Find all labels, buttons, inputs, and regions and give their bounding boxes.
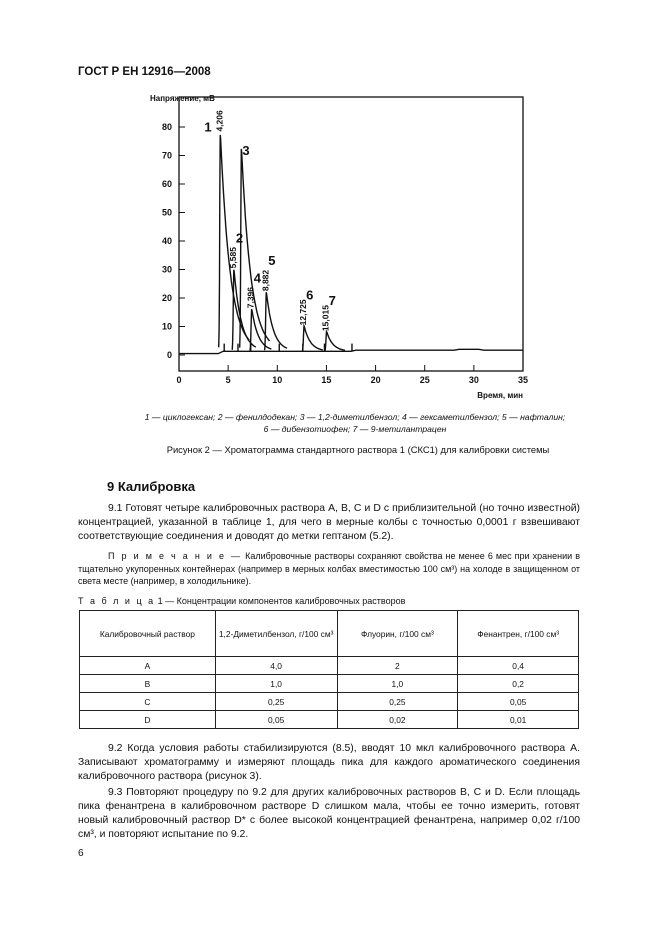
table-cell: 2 bbox=[337, 657, 458, 675]
y-tick-label: 20 bbox=[161, 293, 172, 303]
peak-1 bbox=[219, 135, 250, 347]
peak-4 bbox=[250, 309, 271, 350]
section-heading: 9 Калибровка bbox=[107, 479, 196, 494]
x-tick-label: 15 bbox=[321, 375, 332, 385]
x-tick-label: 5 bbox=[225, 375, 231, 385]
table-title-text: 1 — Концентрации компонентов калибровочных растворов bbox=[155, 596, 406, 606]
table-title-label: Т а б л и ц а bbox=[78, 596, 156, 606]
table-cell: 1,0 bbox=[337, 675, 458, 693]
table-header-cell: 1,2-Диметилбензол, г/100 см³ bbox=[215, 611, 337, 657]
figure-legend bbox=[120, 411, 590, 435]
table-cell: 0,05 bbox=[458, 693, 579, 711]
table-header-cell: Флуорин, г/100 см³ bbox=[337, 611, 458, 657]
table-row bbox=[80, 675, 579, 693]
table-cell: 0,25 bbox=[337, 693, 458, 711]
note bbox=[78, 550, 580, 588]
table-cell: 0,25 bbox=[215, 693, 337, 711]
concentration-table bbox=[79, 610, 579, 729]
table-cell: 1,0 bbox=[215, 675, 337, 693]
figure-legend-line: 6 — дибензотиофен; 7 — 9-метилантрацен bbox=[263, 424, 447, 434]
peak-5 bbox=[265, 292, 287, 350]
table-cell: B bbox=[80, 675, 216, 693]
paragraph-9-2: 9.2 Когда условия работы стабилизируются (8.5), вводят 10 мкл калибровочного раствора A. Записывают хроматограмму и измеряют площадь пика для каждого ароматического соединения калибровочного раствора (рисунок 3). bbox=[78, 743, 580, 782]
peak-7 bbox=[325, 332, 345, 351]
paragraph-9-1: 9.1 Готовят четыре калибровочных раствора A, B, C и D с приблизительной (но точно известной) концентрацией, указанной в таблице 1, для чего в мерные колбы с точностью 0,0001 г взвешивают соответствующие соединения и доводят до метки гептаном (5.2). bbox=[78, 503, 580, 542]
peak-number-label: 6 bbox=[306, 287, 314, 303]
plot-frame bbox=[179, 97, 523, 371]
peak-time-label: 5,585 bbox=[227, 247, 238, 269]
peak-number-label: 2 bbox=[235, 230, 244, 246]
x-tick-label: 30 bbox=[468, 375, 479, 385]
peak-time-label: 15,015 bbox=[320, 305, 331, 332]
x-axis-label: Время, мин bbox=[477, 391, 523, 400]
y-tick-label: 50 bbox=[161, 207, 172, 218]
table-cell: 0,02 bbox=[337, 711, 458, 729]
chromatogram-chart bbox=[0, 0, 661, 410]
paragraph-9-3: 9.3 Повторяют процедуру по 9.2 для других калибровочных растворов B, C и D. Если площадь пика фенантрена в калибровочном растворе D слишком мала, чтобы ее точно измерить, готовят новый калибровочный раствор D* с более высокой концентрацией фенантрена, например 0,02 г/100 см³, и повторяют испытание по 9.2. bbox=[78, 787, 580, 840]
table-cell: D bbox=[80, 711, 216, 729]
y-tick-label: 60 bbox=[161, 179, 172, 189]
figure-legend-line: 1 — циклогексан; 2 — фенилдодекан; 3 — 1,2-диметилбензол; 4 — гексаметилбензол; 5 — нафталин; bbox=[144, 412, 566, 422]
peak-number-label: 3 bbox=[242, 142, 250, 158]
x-tick-label: 25 bbox=[419, 375, 430, 385]
peak-time-label: 12,725 bbox=[298, 299, 309, 326]
peak-number-label: 1 bbox=[204, 119, 212, 135]
table-cell: 0,4 bbox=[458, 657, 579, 675]
y-axis-label: Напряжение, мВ bbox=[150, 94, 215, 103]
peak-time-label: 8,882 bbox=[260, 269, 271, 292]
table-cell: C bbox=[80, 693, 216, 711]
table-cell: 4,0 bbox=[215, 657, 337, 675]
peak-time-label: 7,396 bbox=[245, 286, 256, 309]
chromatogram-baseline bbox=[179, 349, 523, 353]
y-tick-label: 10 bbox=[161, 321, 172, 332]
table-row bbox=[80, 693, 579, 711]
table-header-cell: Фенантрен, г/100 см³ bbox=[458, 611, 579, 657]
y-tick-label: 70 bbox=[161, 150, 172, 161]
document-header: ГОСТ Р ЕН 12916—2008 bbox=[78, 66, 211, 78]
peak-number-label: 4 bbox=[253, 270, 261, 286]
note-text: Калибровочные растворы сохраняют свойства не менее 6 мес при хранении в тщательно укупоренных контейнерах (например в мерных колбах вместимостью 100 см³) на холоде в защищенном от света месте (например, в холодильнике). bbox=[78, 551, 580, 586]
table-cell: 0,2 bbox=[458, 675, 579, 693]
x-tick-label: 35 bbox=[517, 375, 529, 385]
table-cell: 0,01 bbox=[458, 711, 579, 729]
note-label: П р и м е ч а н и е — bbox=[108, 551, 243, 561]
y-tick-label: 80 bbox=[161, 122, 172, 132]
peak-time-label: 4,206 bbox=[214, 110, 225, 132]
table-row bbox=[80, 657, 579, 675]
y-tick-label: 40 bbox=[161, 236, 172, 246]
table-header-row bbox=[80, 611, 579, 657]
x-tick-label: 10 bbox=[272, 375, 283, 385]
table-cell: 0,05 bbox=[215, 711, 337, 729]
x-tick-label: 0 bbox=[176, 375, 182, 385]
x-tick-label: 20 bbox=[370, 375, 381, 385]
y-tick-label: 30 bbox=[161, 264, 172, 275]
figure-title: Рисунок 2 — Хроматограмма стандартного раствора 1 (СКС1) для калибровки системы bbox=[166, 444, 550, 455]
table-header-cell: Калибровочный раствор bbox=[80, 611, 216, 657]
table-cell: A bbox=[80, 657, 216, 675]
peak-number-label: 5 bbox=[268, 253, 276, 269]
peak-number-label: 7 bbox=[328, 293, 336, 309]
table-title bbox=[78, 596, 405, 606]
page-number: 6 bbox=[78, 848, 84, 859]
table-row bbox=[80, 711, 579, 729]
y-tick-label: 0 bbox=[166, 350, 172, 360]
